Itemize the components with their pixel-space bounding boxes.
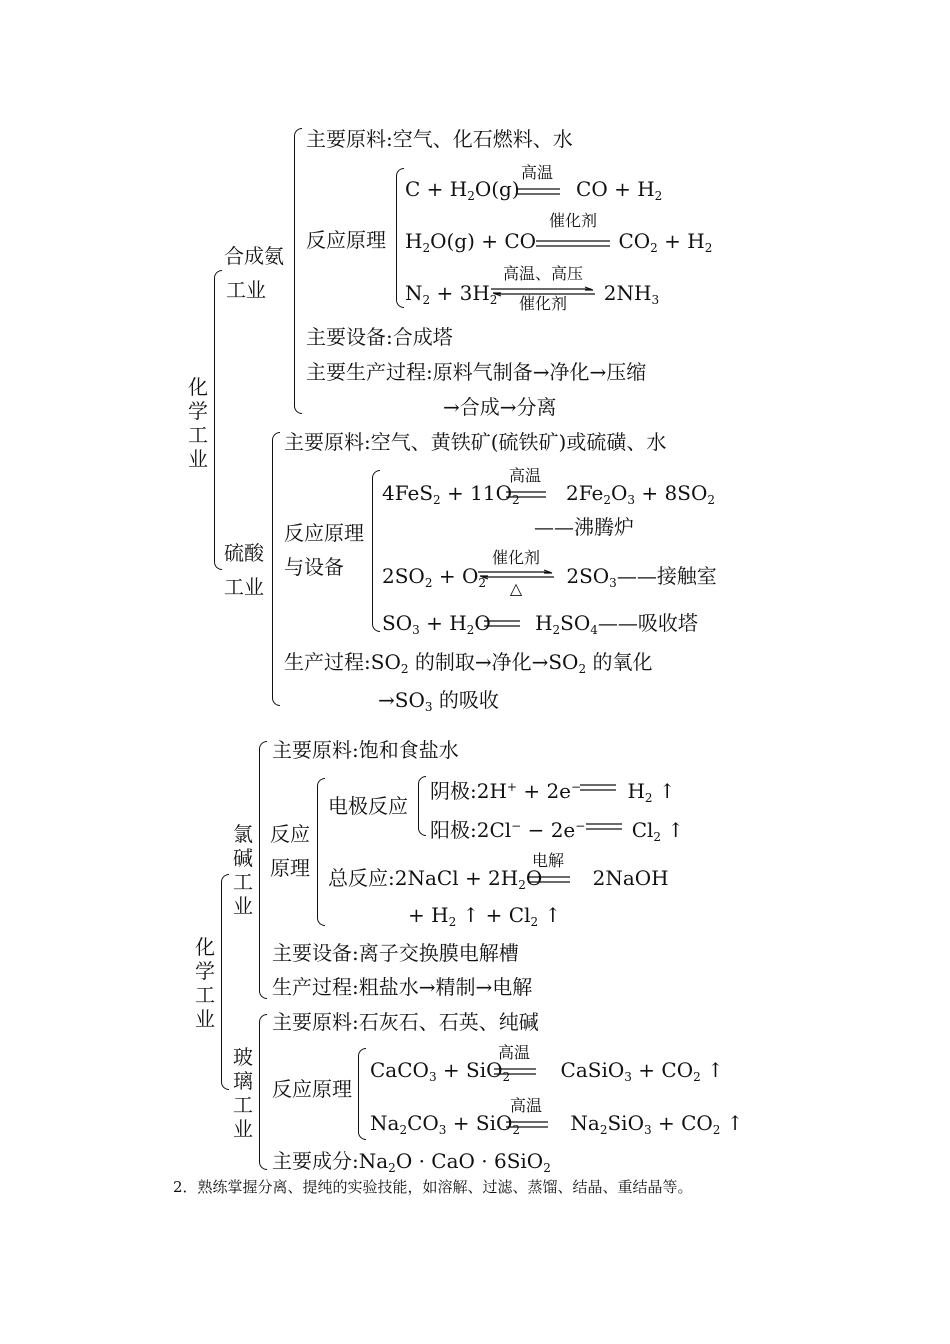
ammonia-equipment: 主要设备:合成塔 — [306, 325, 453, 349]
sulfuric-principle-label: 反应原理 与设备 — [284, 521, 364, 579]
sulfuric-process-cont: $\to SO_3$ 的吸收 — [378, 688, 499, 714]
sulfuric-eq1-device: ——沸腾炉 — [534, 515, 634, 539]
anode-equal — [586, 823, 622, 831]
glass-principle-label: 反应原理 — [272, 1077, 352, 1101]
glass-brace — [259, 1014, 267, 1170]
glass-eq2-cond: 高温 — [509, 1096, 542, 1115]
ammonia-eq2-cond: 催化剂 — [548, 211, 597, 230]
ammonia-eq1-equal — [516, 188, 560, 196]
ammonia-eq3-cond-top: 高温、高压 — [502, 264, 583, 283]
ammonia-principle-label: 反应原理 — [306, 228, 386, 252]
sulfuric-eq1-cond: 高温 — [508, 466, 541, 485]
root-label-1: 化学工业 — [188, 375, 208, 471]
ammonia-brace — [294, 128, 302, 414]
anode-eq: 阳极:2Cl− − 2e− $Cl_2$ ↑ — [430, 818, 685, 844]
chloralkali-equipment: 主要设备:离子交换膜电解槽 — [272, 941, 519, 965]
ammonia-eq1: $C + H_2O(g)$ CO + $H_2$ — [405, 177, 663, 203]
sulfuric-eq2: $2SO_2 + O_2$ $2SO_3——$接触室 — [382, 564, 717, 590]
glass-name: 玻璃工业 — [233, 1045, 253, 1141]
chloralkali-principle-brace — [317, 778, 325, 926]
total-eq: 总反应:2NaCl + $2H_2O$ 2NaOH — [328, 866, 669, 892]
sulfuric-brace — [272, 432, 280, 706]
total-eq-cond: 电解 — [531, 851, 564, 870]
sulfuric-principle-brace — [372, 470, 380, 632]
root-label-2: 化学工业 — [195, 935, 215, 1031]
footer-note: 2．熟练掌握分离、提纯的实验技能，如溶解、过滤、蒸馏、结晶、重结晶等。 — [173, 1178, 693, 1196]
electrode-label: 电极反应 — [328, 794, 408, 818]
sulfuric-materials: 主要原料:空气、黄铁矿(硫铁矿)或硫磺、水 — [284, 430, 667, 454]
ammonia-materials: 主要原料:空气、化石燃料、水 — [306, 127, 573, 151]
root-brace-2 — [221, 874, 229, 1090]
sulfuric-eq1: $4FeS_2 + 11O_2$ $2Fe_2O_3 + 8SO_2$ — [382, 481, 715, 507]
glass-principle-brace — [358, 1048, 366, 1140]
glass-materials: 主要原料:石灰石、石英、纯碱 — [272, 1010, 539, 1034]
glass-eq2-equal — [506, 1121, 548, 1129]
sulfuric-eq2-cond-bottom: △ — [509, 579, 523, 598]
ammonia-eq2: $H_2O(g)$ + CO $CO_2 + H_2$ — [405, 229, 713, 255]
total-eq-equal — [528, 876, 570, 884]
root-brace-1 — [214, 270, 222, 570]
ammonia-eq1-cond: 高温 — [520, 163, 553, 182]
ammonia-name: 合成氨 工业 — [224, 244, 284, 302]
ammonia-eq3-reversible — [491, 287, 595, 297]
chloralkali-materials: 主要原料:饱和食盐水 — [272, 738, 459, 762]
sulfuric-name: 硫酸 工业 — [224, 541, 264, 599]
sulfuric-eq1-equal — [506, 491, 546, 499]
glass-eq1-cond: 高温 — [497, 1043, 530, 1062]
ammonia-eq3: $N_2 + 3H_2$ $2NH_3$ — [405, 281, 660, 307]
chloralkali-brace — [259, 741, 267, 999]
total-eq-cont: + $H_2$ ↑ + $Cl_2$ ↑ — [408, 903, 562, 929]
ammonia-process-cont: →合成→分离 — [443, 395, 557, 419]
electrode-brace — [418, 776, 426, 836]
chloralkali-name: 氯碱工业 — [233, 822, 253, 918]
cathode-eq: 阴极:2H+ + 2e− $H_2$ ↑ — [430, 779, 676, 805]
sulfuric-eq3-equal — [484, 620, 520, 628]
ammonia-eq3-cond-bottom: 催化剂 — [518, 294, 567, 313]
ammonia-principle-brace — [396, 168, 404, 308]
chloralkali-principle-label: 反应 原理 — [270, 822, 310, 880]
sulfuric-eq2-cond-top: 催化剂 — [491, 548, 540, 567]
cathode-equal — [580, 784, 616, 792]
sulfuric-process: 生产过程$:SO_2$ 的制取→净化$\to SO_2$ 的氧化 — [284, 650, 653, 676]
ammonia-eq2-equal — [536, 240, 610, 248]
glass-eq1-equal — [494, 1068, 536, 1076]
sulfuric-eq3: $SO_3 + H_2O$ $H_2SO_4——$吸收塔 — [382, 611, 698, 637]
glass-eq2: $Na_2CO_3 + SiO_2$ $Na_2SiO_3 + CO_2$ ↑ — [370, 1111, 744, 1137]
sulfuric-eq2-reversible — [478, 570, 554, 580]
ammonia-process: 主要生产过程:原料气制备→净化→压缩 — [306, 360, 647, 384]
chloralkali-process: 生产过程:粗盐水→精制→电解 — [272, 975, 533, 999]
glass-composition: 主要成分$:Na_2O$ · CaO · 6SiO$_2$ — [272, 1149, 551, 1175]
glass-eq1: CaCO$_3$ + SiO$_2$ CaSiO$_3$ + $CO_2$ ↑ — [370, 1058, 724, 1084]
